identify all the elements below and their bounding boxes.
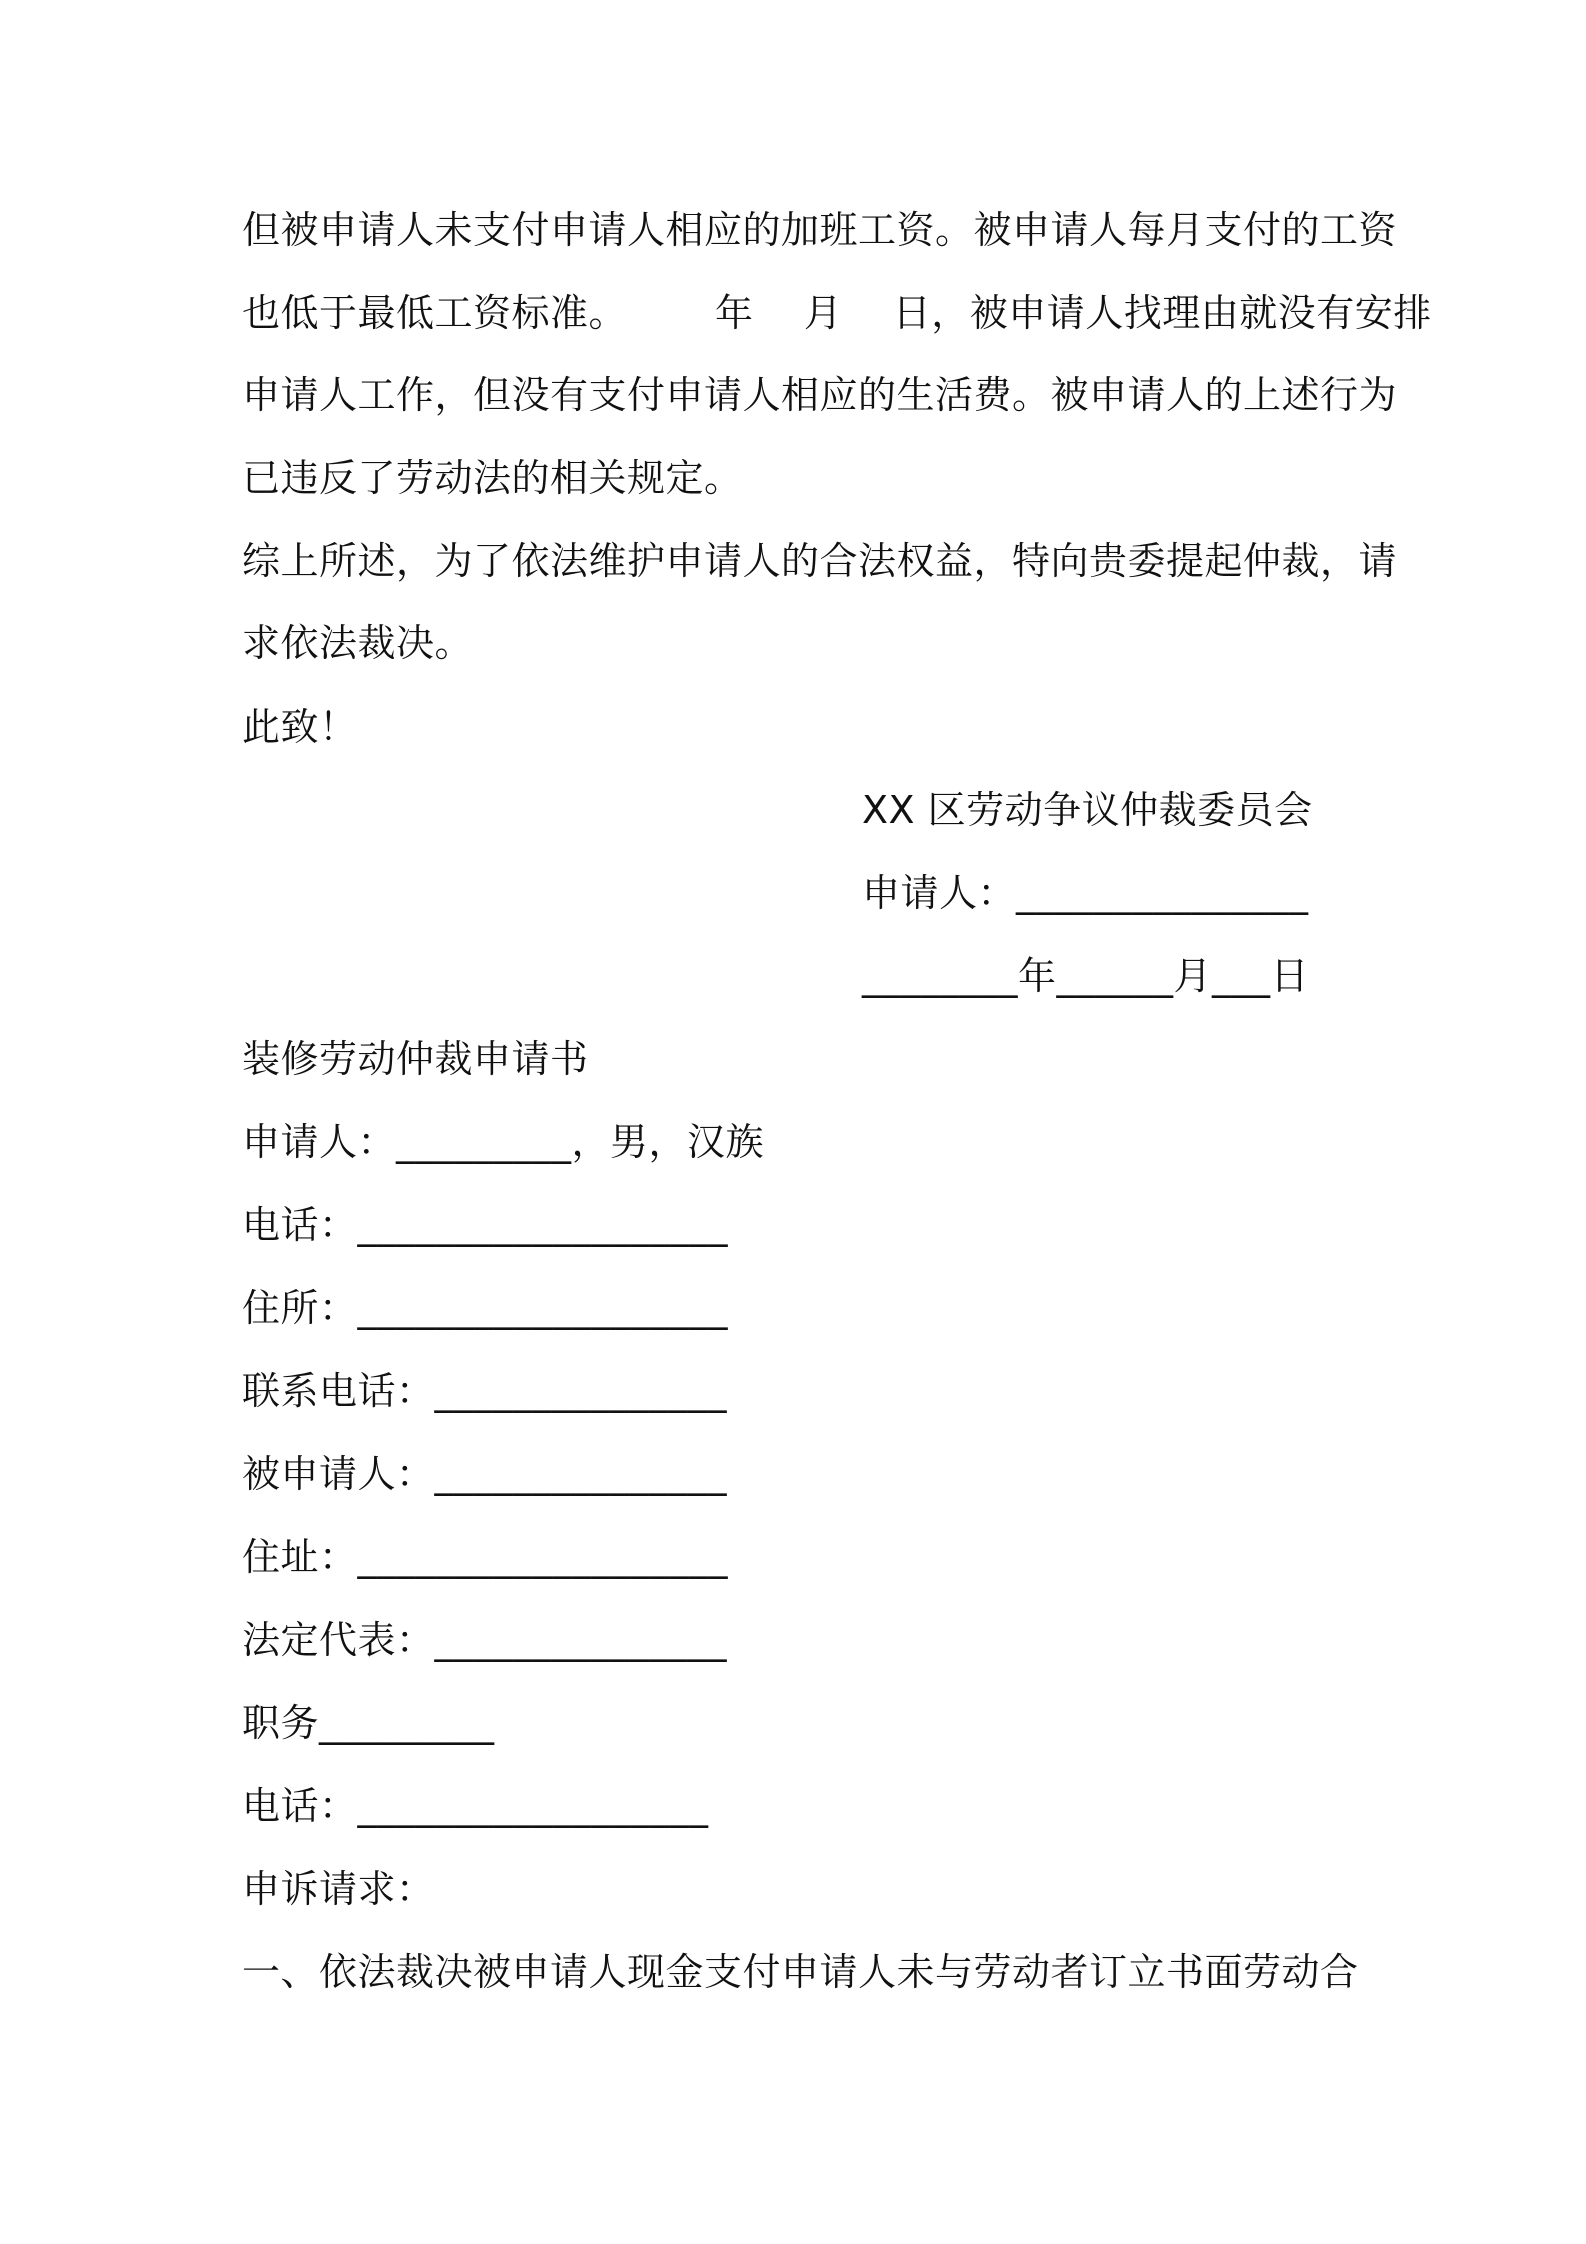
- paragraph-line: 申请人工作，但没有支付申请人相应的生活费。被申请人的上述行为: [242, 373, 1398, 417]
- signature-applicant: 申请人：_______________: [862, 871, 1309, 915]
- paragraph-line: 求依法裁决。: [242, 621, 474, 665]
- field-address: 住址：___________________: [242, 1535, 729, 1579]
- field-contact-phone: 联系电话：_______________: [242, 1369, 728, 1413]
- signature-committee: XX 区劳动争议仲裁委员会: [862, 788, 1313, 832]
- second-doc-title: 装修劳动仲裁申请书: [242, 1037, 589, 1081]
- salutation: 此致！: [242, 705, 358, 749]
- field-respondent: 被申请人：_______________: [242, 1452, 728, 1496]
- field-position: 职务_________: [242, 1701, 495, 1745]
- paragraph-line: 但被申请人未支付申请人相应的加班工资。被申请人每月支付的工资: [242, 208, 1398, 252]
- paragraph-line: 已违反了劳动法的相关规定。: [242, 456, 743, 500]
- field-phone: 电话：___________________: [242, 1203, 729, 1247]
- field-applicant: 申请人：_________，男，汉族: [242, 1120, 765, 1164]
- paragraph-line: 也低于最低工资标准。 年 月 日，被申请人找理由就没有安排: [242, 291, 1432, 335]
- paragraph-line: 综上所述，为了依法维护申请人的合法权益，特向贵委提起仲裁，请: [242, 539, 1398, 583]
- field-residence: 住所：___________________: [242, 1286, 729, 1330]
- signature-date: ________年______月___日: [862, 954, 1310, 998]
- field-legal-representative: 法定代表：_______________: [242, 1618, 728, 1662]
- field-respondent-phone: 电话：__________________: [242, 1784, 709, 1828]
- claim-item-1: 一、依法裁决被申请人现金支付申请人未与劳动者订立书面劳动合: [242, 1950, 1359, 1994]
- claims-heading: 申诉请求：: [242, 1867, 435, 1911]
